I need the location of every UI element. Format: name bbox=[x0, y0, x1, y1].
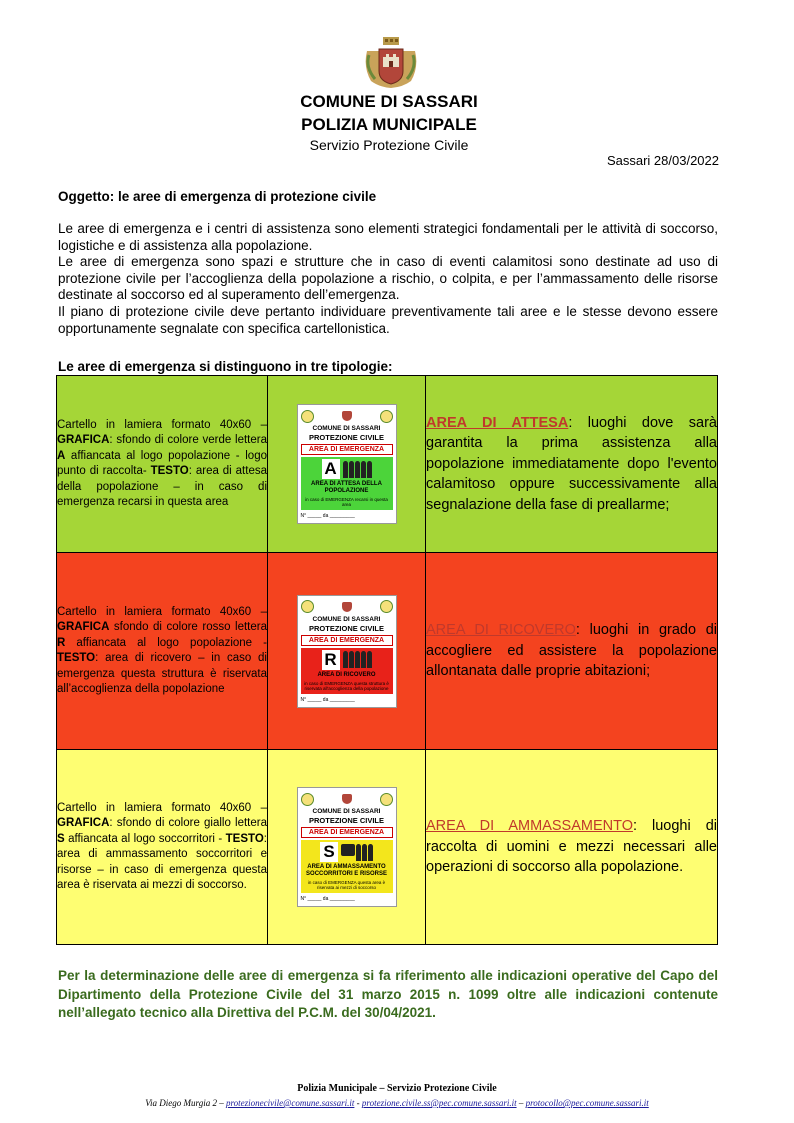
logo-icon bbox=[380, 793, 393, 806]
sign-panel bbox=[301, 648, 393, 694]
area-description: AREA DI ATTESA: luoghi dove sarà garantita la prima assistenza alla popolazione immediatamente dopo l'evento calamitoso oppure successivamente alla segnalazione della fase di preallarme; bbox=[426, 376, 718, 553]
sign-description: Cartello in lamiera formato 40x60 – GRAFICA: sfondo di colore giallo lettera S affiancata al logo soccorritori - TESTO: area di ammassamento soccorritori e risorse – in caso di emergenza questa area è riservata ai mezzi di soccorso. bbox=[57, 750, 268, 945]
footer-address: Via Diego Murgia 2 – bbox=[145, 1098, 226, 1108]
footer-office: Polizia Municipale – Servizio Protezione Civile bbox=[297, 1083, 497, 1094]
area-title: AREA DI ATTESA bbox=[426, 414, 569, 431]
sign-comune: COMUNE DI SASSARI bbox=[312, 425, 381, 432]
ricovero-sign-image bbox=[297, 595, 397, 708]
sign-panel bbox=[301, 840, 393, 893]
sign-band: AREA DI EMERGENZA bbox=[301, 444, 393, 455]
sign-panel bbox=[301, 457, 393, 510]
sign-protezione: PROTEZIONE CIVILE bbox=[308, 623, 384, 633]
area-title: AREA DI AMMASSAMENTO bbox=[426, 818, 633, 835]
subject-line: Oggetto: le aree di emergenza di protezione civile bbox=[58, 189, 377, 204]
sign-letter: R bbox=[322, 650, 340, 670]
footer-contacts: Via Diego Murgia 2 – protezionecivile@comune.sassari.it - protezione.civile.ss@pec.comune.sassari.it – protocollo@pec.comune.sassari.it bbox=[145, 1098, 649, 1108]
sign-image-cell bbox=[268, 553, 426, 750]
department-name: POLIZIA MUNICIPALE bbox=[301, 115, 477, 134]
document-date: Sassari 28/03/2022 bbox=[606, 153, 719, 168]
sign-comune: COMUNE DI SASSARI bbox=[312, 808, 381, 815]
ammassamento-sign-image bbox=[297, 787, 397, 907]
logo-icon bbox=[301, 410, 314, 423]
sign-footer: N° _____ da _________ bbox=[300, 513, 355, 519]
sign-comune: COMUNE DI SASSARI bbox=[312, 615, 381, 623]
tipologie-heading: Le aree di emergenza si distinguono in tre tipologie: bbox=[58, 359, 393, 374]
logo-icon bbox=[301, 600, 314, 613]
table-row bbox=[57, 553, 718, 750]
sign-caption: AREA DI RICOVERO bbox=[317, 671, 376, 678]
sign-caption: AREA DI ATTESA DELLA POPOLAZIONE bbox=[311, 481, 382, 494]
logo-icon bbox=[301, 793, 314, 806]
crest-icon bbox=[342, 602, 352, 612]
service-name: Servizio Protezione Civile bbox=[309, 137, 469, 153]
sign-image-cell bbox=[268, 376, 426, 553]
reference-note: Per la determinazione delle aree di emergenza si fa riferimento alle indicazioni operative del Capo del Dipartimento della Protezione Civile del 31 marzo 2015 n. 1099 oltre alle indicazioni contenute nell’allegato tecnico alla Direttiva del P.C.M. del 30/04/2021. bbox=[58, 968, 718, 1020]
people-icon bbox=[343, 461, 372, 478]
pec-link[interactable]: protezione.civile.ss@pec.comune.sassari.it bbox=[361, 1098, 517, 1108]
area-title: AREA DI RICOVERO bbox=[426, 622, 576, 639]
crest-icon bbox=[342, 411, 352, 421]
sign-small-text: in caso di EMERGENZA recarsi in questa area bbox=[305, 497, 388, 507]
sign-small-text: in caso di EMERGENZA questa area è riservata ai mezzi di soccorso bbox=[307, 880, 386, 890]
coat-of-arms-icon bbox=[361, 37, 421, 89]
sign-description: Cartello in lamiera formato 40x60 – GRAFICA: sfondo di colore verde lettera A affiancata al logo popolazione - logo punto di raccolta- TESTO: area di attesa della popolazione – in caso di emergenza recarsi in questa area bbox=[57, 376, 268, 553]
table-row bbox=[57, 750, 718, 945]
crest-icon bbox=[342, 794, 352, 804]
logo-icon bbox=[380, 600, 393, 613]
people-icon bbox=[343, 651, 372, 668]
area-description: AREA DI AMMASSAMENTO: luoghi di raccolta di uomini e mezzi necessari alle operazioni di soccorso alla popolazione. bbox=[426, 750, 718, 945]
paragraph: Le aree di emergenza sono spazi e strutture che in caso di eventi calamitosi sono destinate ad uso di protezione civile per l’accoglienza della popolazione a rischio, o colpita, e per l’ammassamento delle risorse destinate al soccorso ed al superamento dell’emergenza. bbox=[58, 254, 718, 303]
municipality-name: COMUNE DI SASSARI bbox=[300, 92, 478, 111]
emergency-areas-table bbox=[56, 375, 718, 945]
logo-icon bbox=[380, 410, 393, 423]
attesa-sign-image bbox=[297, 404, 397, 524]
sign-footer: N° _____ da _________ bbox=[300, 696, 355, 703]
table-row bbox=[57, 376, 718, 553]
protocol-link[interactable]: protocollo@pec.comune.sassari.it bbox=[525, 1098, 649, 1108]
rescuers-truck-icon bbox=[341, 844, 373, 861]
sign-protezione: PROTEZIONE CIVILE bbox=[308, 433, 384, 442]
paragraph: Le aree di emergenza e i centri di assistenza sono elementi strategici fondamentali per le attività di soccorso, logistiche e di assistenza alla popolazione. bbox=[58, 221, 718, 253]
sign-image-cell bbox=[268, 750, 426, 945]
sign-letter: A bbox=[322, 459, 340, 479]
email-link[interactable]: protezionecivile@comune.sassari.it bbox=[225, 1098, 355, 1108]
intro-body bbox=[58, 221, 718, 337]
sign-description: Cartello in lamiera formato 40x60 – GRAFICA sfondo di colore rosso lettera R affiancata al logo popolazione - TESTO: area di ricovero – in caso di emergenza questa struttura è riservata all’accoglienza della popolazione bbox=[57, 553, 268, 750]
sign-protezione: PROTEZIONE CIVILE bbox=[308, 816, 384, 825]
area-description: AREA DI RICOVERO: luoghi in grado di accogliere ed assistere la popolazione allontanata dalle proprie abitazioni; bbox=[426, 553, 718, 750]
sign-band: AREA DI EMERGENZA bbox=[301, 635, 393, 646]
sign-letter: S bbox=[320, 842, 338, 862]
sign-footer: N° _____ da _________ bbox=[300, 896, 355, 902]
sign-caption: AREA DI AMMASSAMENTO SOCCORRITORI E RISORSE bbox=[306, 864, 387, 877]
sign-band: AREA DI EMERGENZA bbox=[301, 827, 393, 838]
sign-small-text: in caso di EMERGENZA questa struttura è riservata all'accoglienza della popolazione bbox=[304, 680, 389, 691]
paragraph: Il piano di protezione civile deve pertanto individuare preventivamente tali aree e le stesse devono essere opportunamente segnalate con specifica cartellonistica. bbox=[58, 303, 718, 336]
